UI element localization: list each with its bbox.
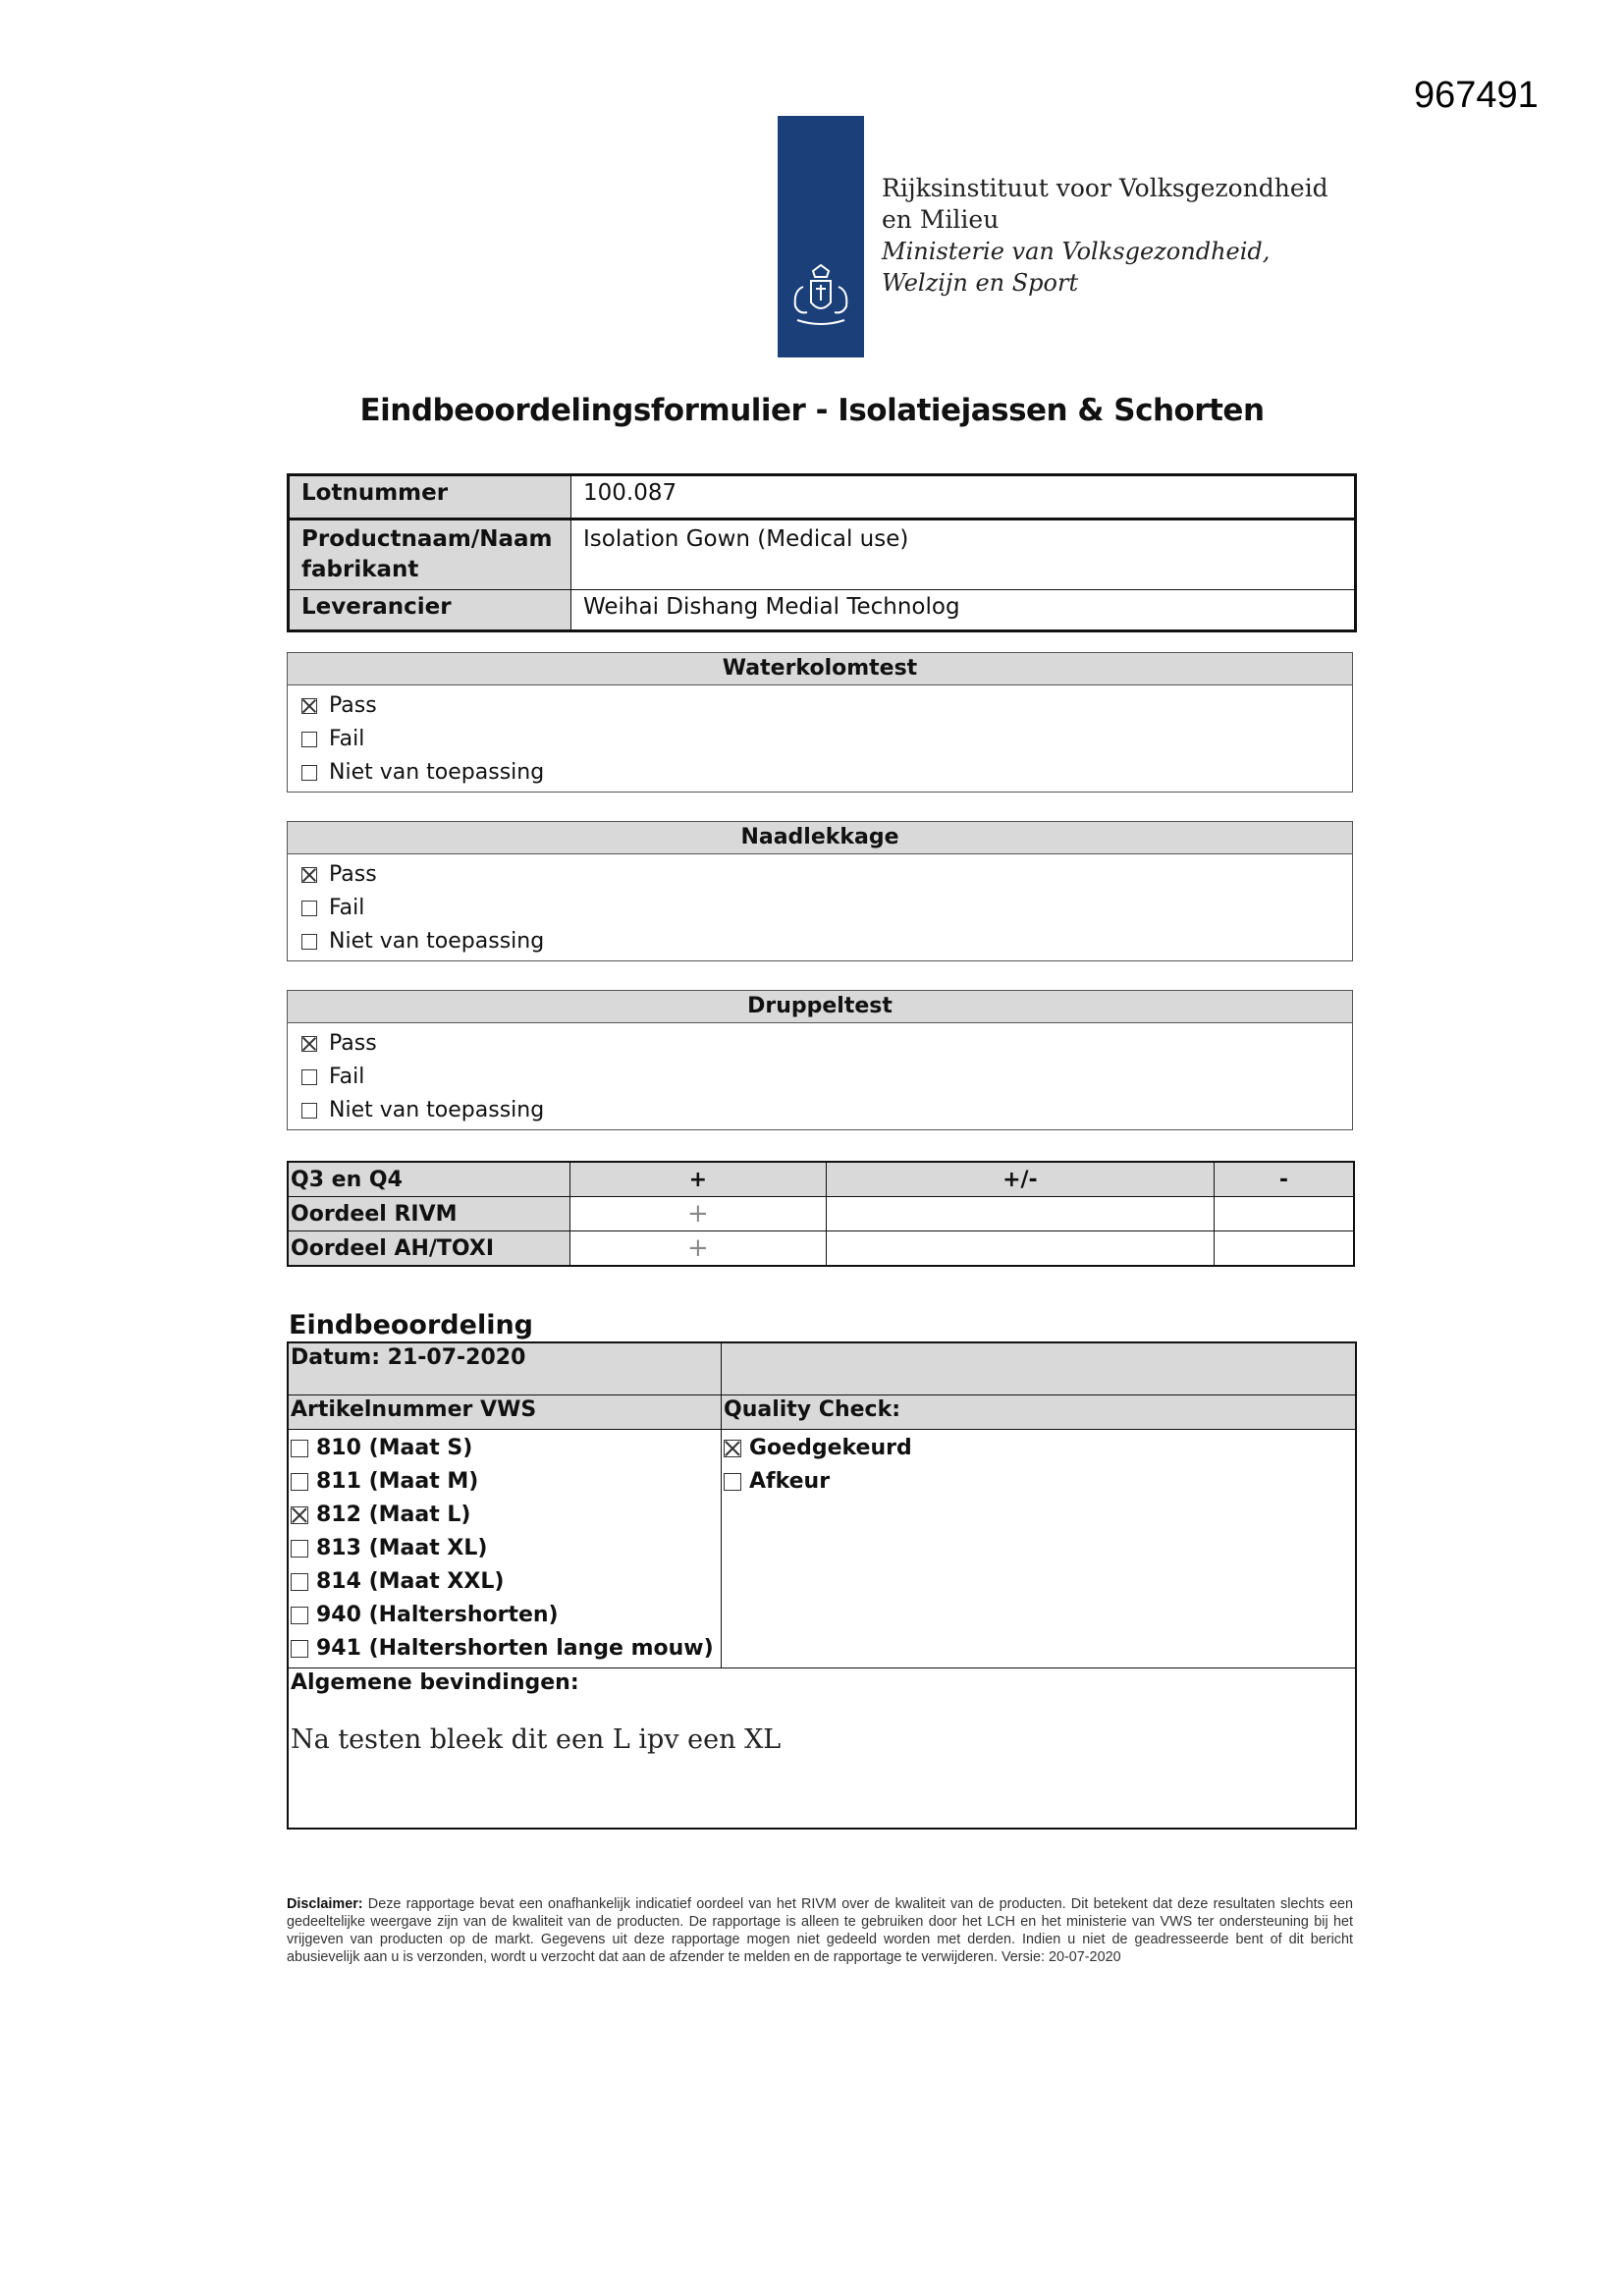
checkbox-icon[interactable] [291, 1540, 308, 1558]
q-cell-minus [1215, 1231, 1355, 1267]
org-line-2: en Milieu [882, 205, 1000, 234]
q-header-plus: + [570, 1162, 827, 1197]
article-label: 810 (Maat S) [316, 1436, 473, 1460]
option-fail[interactable] [301, 1061, 1338, 1094]
article-label: 812 (Maat L) [316, 1503, 471, 1527]
option-pass[interactable] [301, 858, 1338, 892]
disclaimer-label: Disclaimer: [287, 1896, 363, 1912]
option-label: Pass [329, 862, 377, 887]
article-list [288, 1430, 722, 1668]
q-row-label: Oordeel AH/TOXI [288, 1231, 570, 1267]
q3-q4-table [287, 1161, 1355, 1267]
product-label-line-2: fabrikant [301, 557, 419, 582]
quality-label: Goedgekeurd [749, 1436, 912, 1460]
option-fail[interactable] [301, 723, 1338, 756]
q-header-mid: +/- [826, 1162, 1214, 1197]
q-header-minus: - [1215, 1162, 1355, 1197]
checkbox-icon[interactable] [291, 1640, 308, 1658]
test-title: Waterkolomtest [288, 653, 1352, 685]
article-item[interactable] [291, 1599, 719, 1632]
article-item[interactable] [291, 1432, 719, 1465]
option-not-applicable[interactable] [301, 756, 1338, 790]
article-item[interactable] [291, 1499, 719, 1532]
test-title: Naadlekkage [288, 822, 1352, 854]
checkbox-icon[interactable] [724, 1473, 741, 1491]
checkbox-icon[interactable] [291, 1440, 308, 1457]
option-label: Niet van toepassing [329, 760, 545, 785]
q-row-label: Oordeel RIVM [288, 1197, 570, 1231]
q-header-label: Q3 en Q4 [288, 1162, 570, 1197]
checkbox-icon[interactable] [291, 1607, 308, 1624]
option-label: Niet van toepassing [329, 1098, 545, 1122]
checkbox-icon[interactable] [724, 1440, 741, 1457]
test-title: Druppeltest [288, 991, 1352, 1023]
findings-cell [288, 1668, 1356, 1830]
org-line-1: Rijksinstituut voor Volksgezondheid [882, 174, 1328, 202]
checkbox-icon[interactable] [301, 934, 317, 950]
option-pass[interactable] [301, 689, 1338, 723]
article-item[interactable] [291, 1465, 719, 1499]
government-logo [778, 116, 864, 357]
quality-item[interactable] [724, 1465, 1353, 1499]
q-cell-mid [826, 1231, 1214, 1267]
checkbox-icon[interactable] [301, 765, 317, 781]
article-label: 941 (Haltershorten lange mouw) [316, 1636, 714, 1661]
checkbox-icon[interactable] [301, 698, 317, 714]
datum-cell: Datum: 21-07-2020 [288, 1342, 722, 1395]
quality-item[interactable] [724, 1432, 1353, 1465]
product-label [289, 519, 571, 590]
lot-label: Lotnummer [289, 475, 571, 519]
test-waterkolomtest [287, 652, 1353, 793]
coat-of-arms-icon [784, 263, 858, 332]
product-value: Isolation Gown (Medical use) [571, 519, 1356, 590]
quality-header: Quality Check: [722, 1395, 1357, 1430]
disclaimer [287, 1895, 1353, 1966]
article-item[interactable] [291, 1565, 719, 1599]
findings-text: Na testen bleek dit een L ipv een XL [291, 1724, 782, 1755]
option-label: Fail [329, 1065, 365, 1089]
article-item[interactable] [291, 1632, 719, 1666]
checkbox-icon[interactable] [301, 1036, 317, 1052]
option-fail[interactable] [301, 892, 1338, 925]
checkbox-icon[interactable] [291, 1573, 308, 1591]
org-line-4: Welzijn en Sport [882, 269, 1079, 297]
quality-label: Afkeur [749, 1469, 831, 1494]
option-not-applicable[interactable] [301, 925, 1338, 958]
datum-empty-cell [722, 1342, 1357, 1395]
checkbox-icon[interactable] [291, 1506, 308, 1524]
q-cell-mid [826, 1197, 1214, 1231]
checkbox-icon[interactable] [301, 901, 317, 916]
checkbox-icon[interactable] [301, 867, 317, 883]
test-druppeltest [287, 990, 1353, 1130]
form-title: Eindbeoordelingsformulier - Isolatiejassen & Schorten [359, 393, 1265, 428]
checkbox-icon[interactable] [291, 1473, 308, 1491]
option-pass[interactable] [301, 1027, 1338, 1061]
org-line-3: Ministerie van Volksgezondheid, [882, 238, 1271, 265]
option-label: Pass [329, 1031, 377, 1056]
final-assessment-title: Eindbeoordeling [289, 1310, 533, 1340]
disclaimer-text: Deze rapportage bevat een onafhankelijk indicatief oordeel van het RIVM over de kwaliteit van de producten. Dit betekent dat deze resultaten slechts een gedeeltelijke weergave zijn van de kwaliteit van de producten. De rapportage is alleen te gebruiken door het LCH en het ministerie van VWS ter ondersteuning bij het vrijgeven van producten op de markt. Gegevens uit deze rapportage mogen niet gedeeld worden met derden. Indien u niet de geadresseerde bent of dit bericht abusievelijk aan u is verzonden, wordt u verzocht dat aan de afzender te melden en de rapportage te verwijderen. Versie: 20-07-2020 [287, 1896, 1354, 1965]
product-info-table [287, 473, 1357, 632]
article-label: 811 (Maat M) [316, 1469, 479, 1494]
option-label: Fail [329, 896, 365, 920]
checkbox-icon[interactable] [301, 732, 317, 747]
q-cell-plus: + [570, 1197, 827, 1231]
article-label: 813 (Maat XL) [316, 1536, 488, 1560]
option-label: Pass [329, 693, 377, 718]
lot-value: 100.087 [571, 475, 1356, 519]
document-number: 967491 [1414, 75, 1539, 116]
article-header: Artikelnummer VWS [288, 1395, 722, 1430]
quality-list [722, 1430, 1357, 1668]
article-label: 940 (Haltershorten) [316, 1603, 559, 1627]
option-not-applicable[interactable] [301, 1094, 1338, 1127]
test-naadlekkage [287, 821, 1353, 961]
findings-label: Algemene bevindingen: [291, 1670, 579, 1695]
q-cell-plus: + [570, 1231, 827, 1267]
option-label: Niet van toepassing [329, 929, 545, 954]
option-label: Fail [329, 727, 365, 751]
article-item[interactable] [291, 1532, 719, 1565]
supplier-value: Weihai Dishang Medial Technolog [571, 590, 1356, 631]
organization-name [882, 173, 1328, 299]
supplier-label: Leverancier [289, 590, 571, 631]
checkbox-icon[interactable] [301, 1103, 317, 1119]
final-assessment-table [287, 1341, 1357, 1830]
checkbox-icon[interactable] [301, 1069, 317, 1085]
q-cell-minus [1215, 1197, 1355, 1231]
article-label: 814 (Maat XXL) [316, 1569, 505, 1594]
product-label-line-1: Productnaam/Naam [301, 526, 553, 552]
